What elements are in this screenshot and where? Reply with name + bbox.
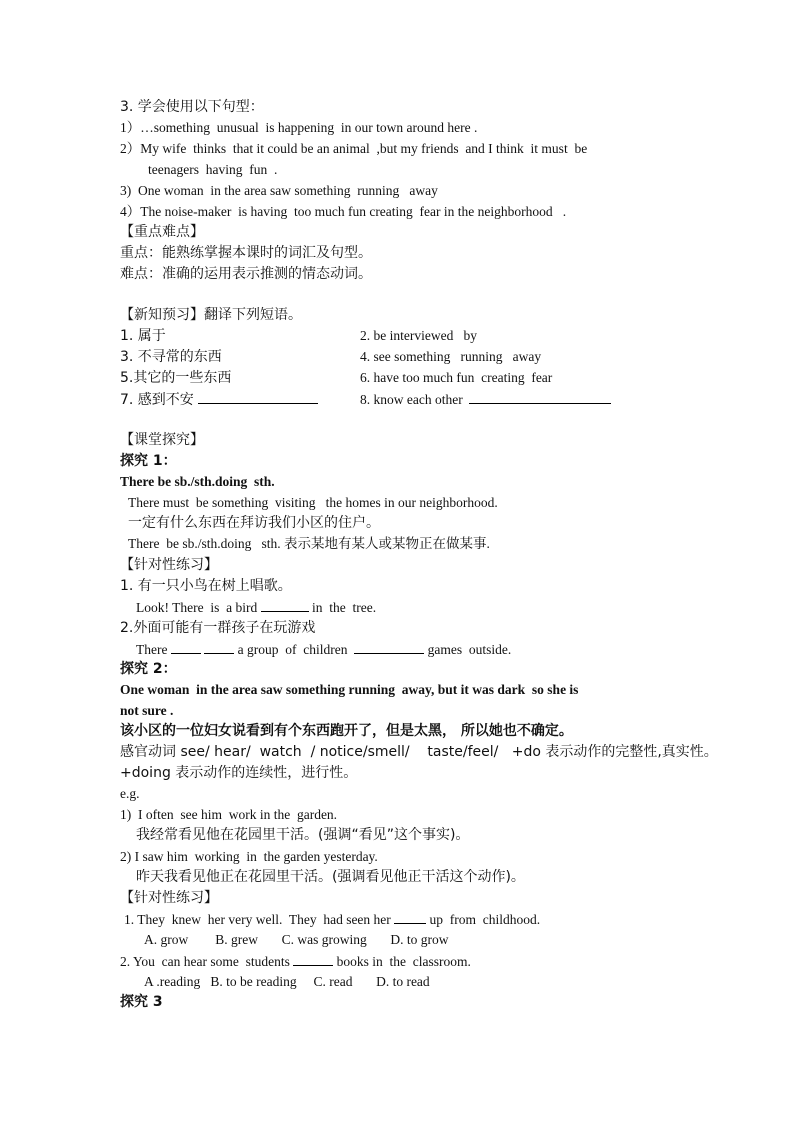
practice-1-q2-en: There a group of children games outside.: [136, 642, 512, 657]
explore-2-rule-2: +doing 表示动作的连续性，进行性。: [120, 765, 358, 781]
preview-heading: 【新知预习】翻译下列短语。: [120, 307, 302, 323]
sentence-3: 3) One woman in the area saw something running away: [120, 183, 438, 198]
practice-1-heading: 【针对性练习】: [120, 557, 218, 573]
answer-blank[interactable]: [204, 640, 234, 654]
explore-1-example: There must be something visiting the homes in our neighborhood.: [128, 495, 498, 510]
explore-2-pattern-b: not sure .: [120, 703, 174, 718]
answer-blank[interactable]: [198, 390, 318, 404]
explore-1-title: 探究 1：: [120, 453, 177, 469]
sentence-4: 4）The noise-maker is having too much fun creating fear in the neighborhood .: [120, 204, 567, 219]
sentence-2b: teenagers having fun .: [148, 162, 278, 177]
answer-blank[interactable]: [293, 952, 333, 966]
key-points-heading: 【重点难点】: [120, 224, 204, 240]
explore-1-translation: 一定有什么东西在拜访我们小区的住户。: [128, 515, 380, 531]
preview-item-8: 8. know each other: [360, 390, 611, 409]
explore-2-title: 探究 2：: [120, 661, 177, 677]
preview-item-6: 6. have too much fun creating fear: [360, 370, 553, 385]
explore-2-pattern-a: One woman in the area saw something running away, but it was dark so she is: [120, 682, 579, 697]
answer-blank[interactable]: [354, 640, 424, 654]
difficulty-text: 难点：准确的运用表示推测的情态动词。: [120, 266, 372, 282]
explore-3-title: 探究 3: [120, 994, 163, 1010]
objectives-heading: 3. 学会使用以下句型：: [120, 99, 264, 115]
example-1-en: 1) I often see him work in the garden.: [120, 807, 338, 822]
practice-1-q1-cn: 1. 有一只小鸟在树上唱歌。: [120, 578, 292, 594]
explore-2-rule-1: 感官动词 see/ hear/ watch / notice/smell/ taste/feel/ +do 表示动作的完整性,真实性。: [120, 744, 718, 760]
answer-blank[interactable]: [261, 598, 309, 612]
practice-1-q1-en: Look! There is a bird in the tree.: [136, 600, 377, 615]
preview-item-2: 2. be interviewed by: [360, 328, 477, 343]
practice-2-q2-options: A .reading B. to be reading C. read D. to read: [144, 974, 430, 989]
explore-1-pattern: There be sb./sth.doing sth.: [120, 474, 275, 489]
preview-item-4: 4. see something running away: [360, 349, 542, 364]
practice-2-q1: 1. They knew her very well. They had seen her up from childhood.: [124, 912, 541, 927]
preview-item-5: 5.其它的一些东西: [120, 370, 232, 386]
practice-2-q2: 2. You can hear some students books in the classroom.: [120, 954, 471, 969]
answer-blank[interactable]: [394, 910, 426, 924]
practice-2-heading: 【针对性练习】: [120, 890, 218, 906]
explore-heading: 【课堂探究】: [120, 432, 204, 448]
example-1-cn: 我经常看见他在花园里干活。(强调“看见”这个事实)。: [136, 827, 470, 843]
example-2-en: 2) I saw him working in the garden yesterday.: [120, 849, 378, 864]
practice-2-q1-options: A. grow B. grew C. was growing D. to grow: [144, 932, 449, 947]
preview-item-7: 7. 感到不安: [120, 390, 318, 409]
preview-item-3: 3. 不寻常的东西: [120, 349, 222, 365]
explore-2-translation: 该小区的一位妇女说看到有个东西跑开了，但是太黑， 所以她也不确定。: [120, 723, 573, 739]
example-2-cn: 昨天我看见他正在花园里干活。(强调看见他正干活这个动作)。: [136, 869, 525, 885]
focus-text: 重点：能熟练掌握本课时的词汇及句型。: [120, 245, 372, 261]
explore-1-rule: There be sb./sth.doing sth. 表示某地有某人或某物正在做某事.: [128, 536, 490, 551]
answer-blank[interactable]: [469, 390, 611, 404]
answer-blank[interactable]: [171, 640, 201, 654]
practice-1-q2-cn: 2.外面可能有一群孩子在玩游戏: [120, 620, 316, 636]
sentence-2a: 2）My wife thinks that it could be an animal ,but my friends and I think it must be: [120, 141, 588, 156]
sentence-1: 1）…something unusual is happening in our town around here .: [120, 120, 478, 135]
preview-item-1: 1. 属于: [120, 328, 166, 344]
eg-label: e.g.: [120, 786, 140, 801]
